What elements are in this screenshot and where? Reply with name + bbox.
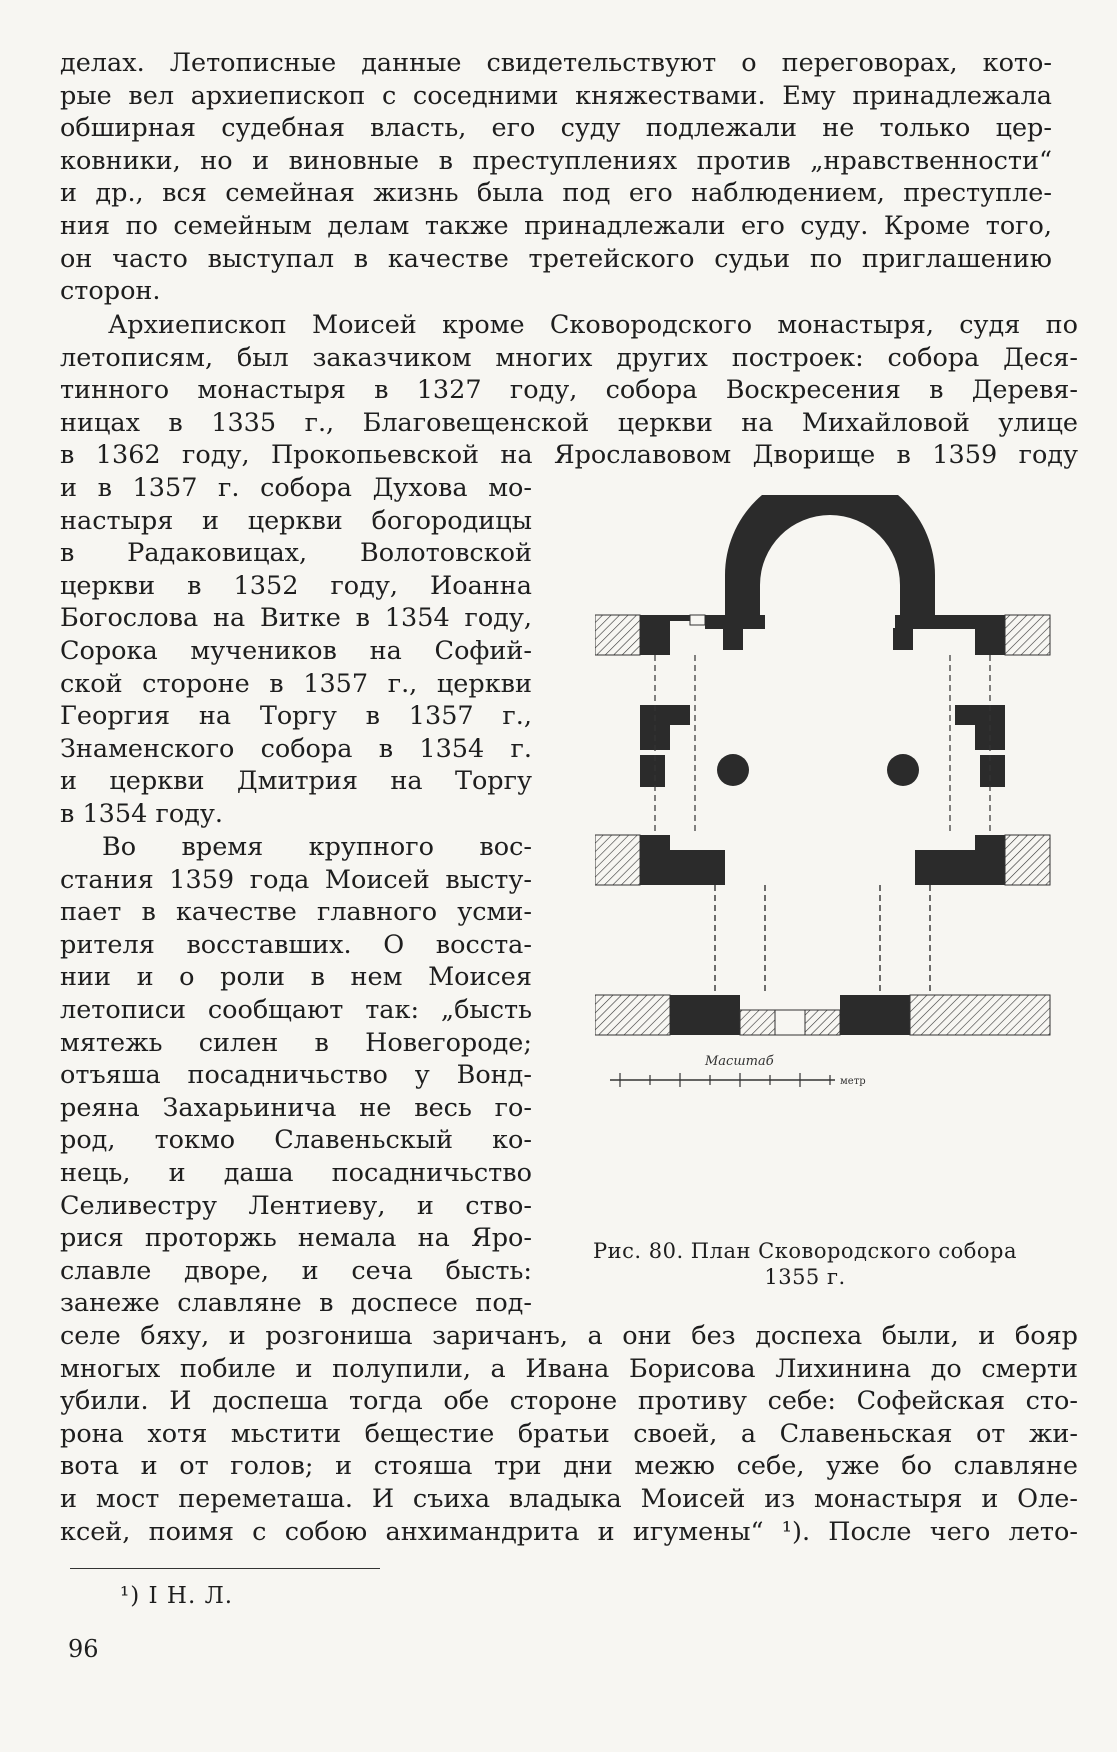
figure-caption (560, 1238, 1050, 1290)
text-line: мятежь силен в Новегороде; (60, 1027, 532, 1058)
wall-block (640, 615, 670, 655)
hatched-wall-right-bottom (910, 995, 1050, 1035)
text-line: он часто выступал в качестве третейского судьи по приглашению (60, 243, 1052, 274)
text-line: реяна Захарьинича не весь го- (60, 1092, 532, 1123)
entrance-threshold (775, 1010, 805, 1035)
nave-outline (655, 655, 990, 835)
text-line: нии и о роли в нем Моисея (60, 962, 532, 993)
text-line: ской стороне в 1357 г., церкви (60, 668, 532, 699)
hatched-wall-left-mid (595, 835, 640, 885)
text-line: убили. И доспеша тогда обе стороне противу себе: Софейская сто- (60, 1386, 1078, 1417)
text-line: церкви в 1352 году, Иоанна (60, 570, 532, 601)
text-line: рые вел архиепископ с соседними княжествами. Ему принадлежала (60, 80, 1052, 111)
text-line: в Радаковицах, Волотовской (60, 538, 532, 569)
text-line: летописи сообщают так: „бысть (60, 994, 532, 1025)
footnote-divider (70, 1568, 380, 1569)
wall-block (895, 615, 975, 629)
text-line: Сорока мучеников на Софий- (60, 635, 532, 666)
wall-block (670, 705, 690, 725)
square-pillar (893, 628, 913, 650)
text-line: в 1354 году. (60, 798, 223, 829)
paragraph-3-full (60, 1320, 1078, 1548)
text-line: Знаменского собора в 1354 г. (60, 733, 532, 764)
text-line: нець, и даша посадничьство (60, 1157, 532, 1188)
text-line: Георгия на Торгу в 1357 г., (60, 701, 532, 732)
text-line: селе бяху, и розгониша заричанъ, а они без доспеха были, и бояр (60, 1321, 1078, 1351)
text-line: ковники, но и виновные в преступлениях против „нравственности“ (60, 145, 1052, 176)
text-line: рися проторжь немала на Яро- (60, 1223, 532, 1254)
wall-block (670, 995, 740, 1035)
text-line: ницах в 1335 г., Благовещенской церкви на Михайловой улице (60, 407, 1078, 438)
hatched-wall-right-mid (1005, 835, 1050, 885)
text-line: вота и от голов; и стояша три дни межю себе, уже бо славляне (60, 1451, 1078, 1482)
text-line: делах. Летописные данные свидетельствуют о переговорах, кото- (60, 48, 1052, 78)
footnote: ¹) I Н. Л. (120, 1583, 234, 1609)
text-line: и мост переметаша. И съиха владыка Моисей из монастыря и Оле- (60, 1483, 1078, 1514)
text-line: рона хотя мьстити бещестие братьи своей, а Славеньская от жи- (60, 1418, 1078, 1449)
paragraph-1 (60, 47, 1052, 308)
text-line: Селивестру Лентиеву, и ство- (60, 1190, 532, 1221)
text-line: пает в качестве главного усми- (60, 897, 532, 928)
text-line: Архиепископ Моисей кроме Сковородского монастыря, судя по (108, 310, 1078, 340)
round-pillar (887, 754, 919, 786)
page-number: 96 (68, 1635, 99, 1663)
caption-line: Рис. 80. План Сковородского собора (593, 1239, 1017, 1263)
text-line: Богослова на Витке в 1354 году, (60, 603, 532, 634)
wall-block (670, 615, 690, 621)
wall-block (975, 615, 1005, 655)
text-line: Во время крупного вос- (102, 832, 532, 862)
paragraph-2-narrow (60, 472, 532, 831)
apse-wall (725, 495, 935, 615)
text-line: рителя восставших. О восста- (60, 929, 532, 960)
text-line: и др., вся семейная жизнь была под его наблюдением, преступле- (60, 178, 1052, 209)
wall-block (705, 615, 765, 629)
wall-block (840, 995, 910, 1035)
text-line: в 1362 году, Прокопьевской на Ярославовом Дворище в 1359 году (60, 440, 1078, 471)
text-line: и в 1357 г. собора Духова мо- (60, 473, 532, 503)
round-pillar (717, 754, 749, 786)
entrance-threshold (805, 1010, 840, 1035)
cathedral-floor-plan (595, 495, 1055, 1215)
text-line: ксей, поимя с собою анхимандрита и игумены“ ¹). После чего лето- (60, 1516, 1078, 1547)
text-line: тинного монастыря в 1327 году, собора Воскресения в Деревя- (60, 375, 1078, 406)
scale-unit: метр (840, 1076, 866, 1087)
paragraph-3-narrow (60, 831, 532, 1320)
narthex-outline (715, 885, 930, 995)
hatched-wall-left-bottom (595, 995, 670, 1035)
text-line: сторон. (60, 276, 161, 307)
scale-label: Масштаб (705, 1054, 774, 1069)
text-line: многых побиле и полупили, а Ивана Борисова Лихинина до смерти (60, 1353, 1078, 1384)
text-line: славле дворе, и сеча бысть: (60, 1255, 532, 1286)
hatched-wall-right-top (1005, 615, 1050, 655)
wall-block (640, 755, 665, 787)
wall-block (955, 705, 975, 725)
text-line: ния по семейным делам также принадлежали его суду. Кроме того, (60, 210, 1052, 241)
wall-block (640, 835, 725, 885)
text-line: занеже славляне в доспесе под- (60, 1288, 532, 1319)
hatched-wall-left-top (595, 615, 640, 655)
wall-block (915, 835, 1005, 885)
caption-line: 1355 г. (764, 1265, 846, 1289)
wall-block (980, 755, 1005, 787)
paragraph-2-full (60, 309, 1078, 472)
square-pillar (723, 628, 743, 650)
entrance-threshold (740, 1010, 775, 1035)
text-line: и церкви Дмитрия на Торгу (60, 766, 532, 797)
text-line: стания 1359 года Моисей высту- (60, 864, 532, 895)
wall-block (690, 615, 705, 625)
text-line: род, токмо Славеньскый ко- (60, 1125, 532, 1156)
text-line: настыря и церкви богородицы (60, 505, 532, 536)
text-line: обширная судебная власть, его суду подлежали не только цер- (60, 113, 1052, 144)
text-line: отъяша посадничьство у Вонд- (60, 1060, 532, 1091)
text-line: летописям, был заказчиком многих других построек: собора Деся- (60, 342, 1078, 373)
